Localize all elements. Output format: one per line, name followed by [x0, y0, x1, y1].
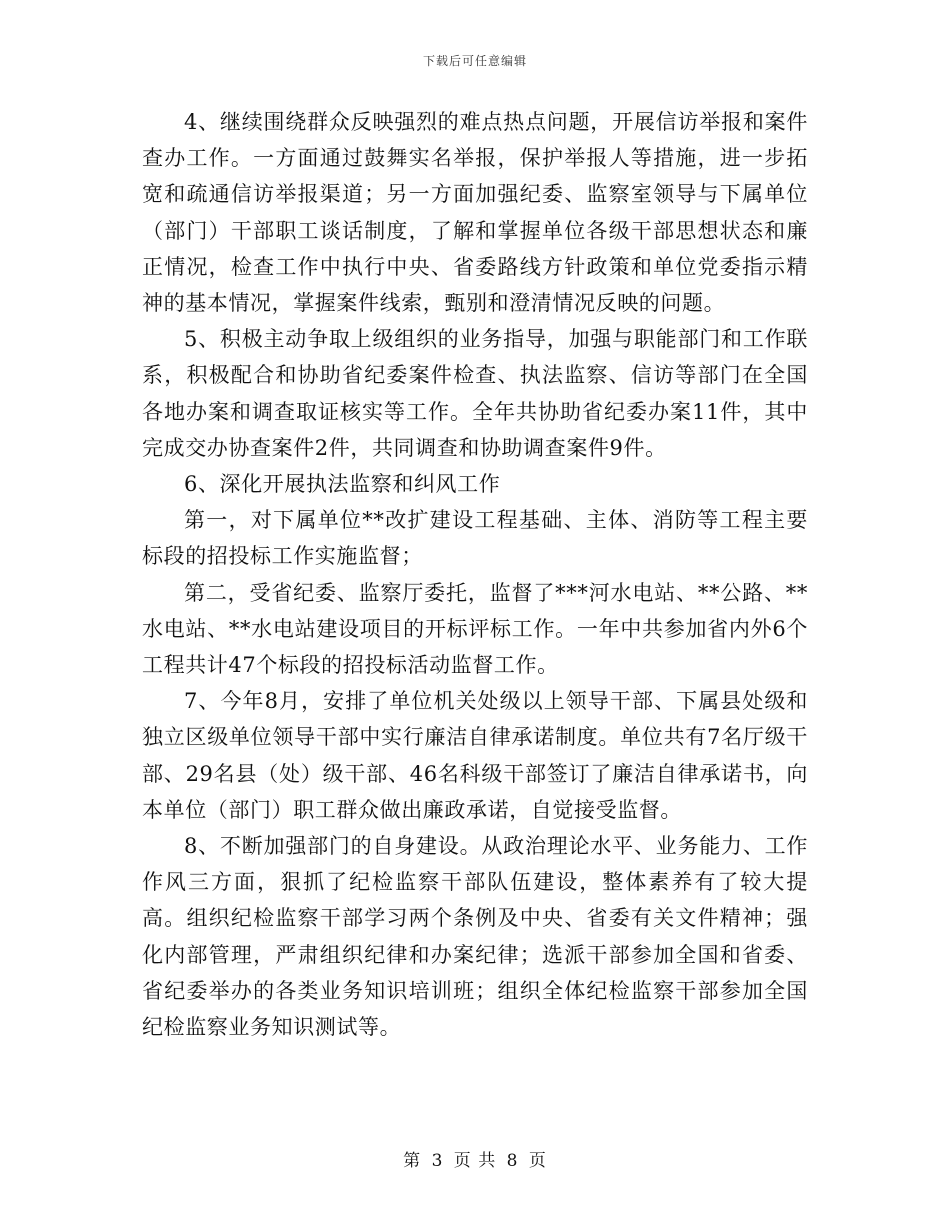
paragraph-item-8: 8、不断加强部门的自身建设。从政治理论水平、业务能力、工作作风三方面，狠抓了纪检监察干部队伍建设，整体素养有了较大提高。组织纪检监察干部学习两个条例及中央、省委有关文件精神；强化内部管理，严肃组织纪律和办案纪律；选派干部参加全国和省委、省纪委举办的各类业务知识培训班；组织全体纪检监察干部参加全国纪检监察业务知识测试等。 — [142, 834, 808, 1040]
document-body — [142, 104, 808, 1045]
footer-prefix: 第 — [403, 1151, 422, 1171]
paragraph-item-5: 5、积极主动争取上级组织的业务指导，加强与职能部门和工作联系，积极配合和协助省纪委案件检查、执法监察、信访等部门在全国各地办案和调查取证核实等工作。全年共协助省纪委办案11件，其中完成交办协查案件2件，共同调查和协助调查案件9件。 — [142, 327, 808, 460]
paragraph-item-6-heading: 6、深化开展执法监察和纠风工作 — [184, 472, 501, 497]
footer-suffix: 页 — [528, 1151, 547, 1171]
footer-total-pages: 8 — [506, 1151, 519, 1171]
paragraph-first-point: 第一，对下属单位**改扩建设工程基础、主体、消防等工程主要标段的招投标工作实施监督； — [142, 508, 808, 569]
page-footer — [0, 1146, 950, 1171]
page-header: 下载后可任意编辑 — [422, 54, 527, 68]
paragraph-item-4: 4、继续围绕群众反映强烈的难点热点问题，开展信访举报和案件查办工作。一方面通过鼓舞实名举报，保护举报人等措施，进一步拓宽和疏通信访举报渠道；另一方面加强纪委、监察室领导与下属单位（部门）干部职工谈话制度，了解和掌握单位各级干部思想状态和廉正情况，检查工作中执行中央、省委路线方针政策和单位党委指示精神的基本情况，掌握案件线索，甄别和澄清情况反映的问题。 — [142, 110, 808, 316]
footer-page-number: 3 — [431, 1151, 444, 1171]
paragraph-item-7: 7、今年8月，安排了单位机关处级以上领导干部、下属县处级和独立区级单位领导干部中实行廉洁自律承诺制度。单位共有7名厅级干部、29名县（处）级干部、46名科级干部签订了廉洁自律承诺书，向本单位（部门）职工群众做出廉政承诺，自觉接受监督。 — [142, 689, 808, 822]
footer-middle: 页 共 — [453, 1151, 497, 1171]
paragraph-second-point: 第二，受省纪委、监察厅委托，监督了***河水电站、**公路、**水电站、**水电站建设项目的开标评标工作。一年中共参加省内外6个工程共计47个标段的招投标活动监督工作。 — [142, 580, 808, 678]
